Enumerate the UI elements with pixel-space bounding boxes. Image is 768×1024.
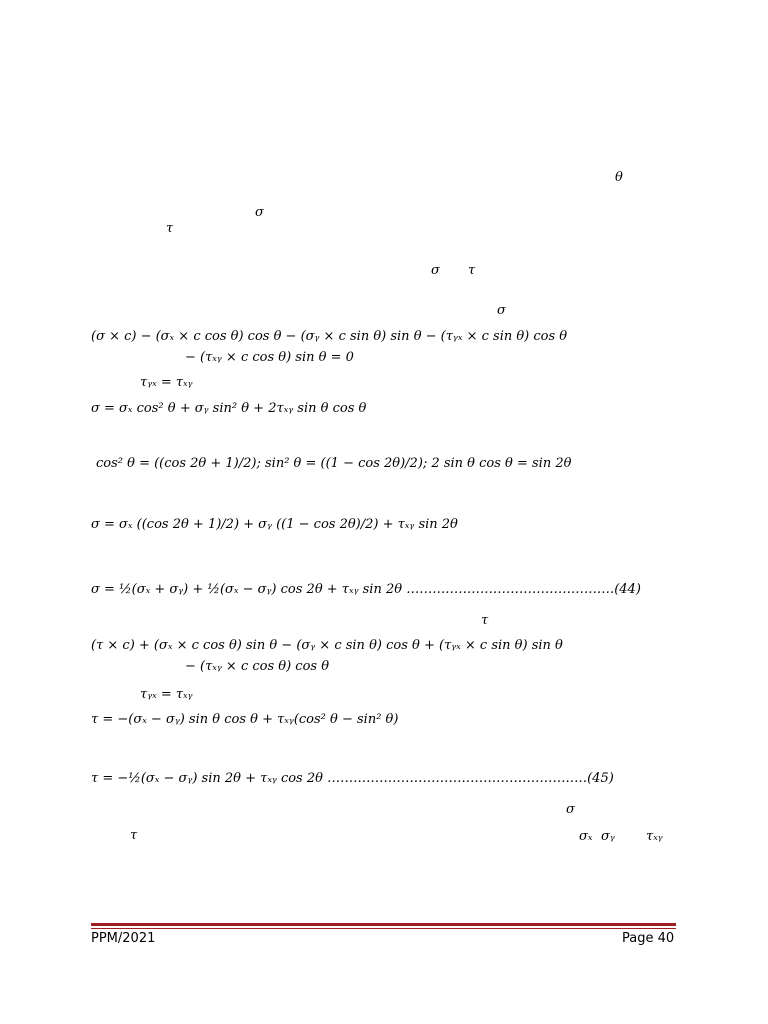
- equation-44: σ = ½(σₓ + σᵧ) + ½(σₓ − σᵧ) cos 2θ + τₓᵧ sin 2θ …………………………………………(44): [91, 582, 641, 597]
- equation-tau-balance-line-1: (τ × c) + (σₓ × c cos θ) sin θ − (σᵧ × c sin θ) cos θ + (τᵧₓ × c sin θ) sin θ: [91, 638, 563, 653]
- equation-tau-symmetry-2: τᵧₓ = τₓᵧ: [140, 687, 193, 702]
- equation-sigma-expanded: σ = σₓ cos² θ + σᵧ sin² θ + 2τₓᵧ sin θ cos θ: [91, 401, 367, 416]
- symbol-sigma: σ: [497, 303, 506, 318]
- symbol-tau: τ: [166, 221, 174, 236]
- symbol-sigma: σ: [431, 263, 440, 278]
- equation-tau-balance-line-2: − (τₓᵧ × c cos θ) cos θ: [185, 659, 330, 674]
- symbol-sigma-x: σₓ: [579, 829, 593, 844]
- symbol-sigma: σ: [566, 802, 575, 817]
- symbol-tau: τ: [481, 613, 489, 628]
- equation-sigma-balance-line-1: (σ × c) − (σₓ × c cos θ) cos θ − (σᵧ × c sin θ) sin θ − (τᵧₓ × c sin θ) cos θ: [91, 329, 568, 344]
- symbol-theta: θ: [615, 170, 623, 185]
- footer-left-label: PPM/2021: [91, 931, 156, 946]
- symbol-sigma: σ: [255, 205, 264, 220]
- symbol-tau: τ: [130, 828, 138, 843]
- equation-45: τ = −½(σₓ − σᵧ) sin 2θ + τₓᵧ cos 2θ ……………………………………………………(45): [91, 771, 614, 786]
- equation-sigma-double-angle: σ = σₓ ((cos 2θ + 1)/2) + σᵧ ((1 − cos 2θ)/2) + τₓᵧ sin 2θ: [91, 517, 458, 532]
- footer-page-number: Page 40: [622, 931, 675, 946]
- equation-tau-expanded: τ = −(σₓ − σᵧ) sin θ cos θ + τₓᵧ(cos² θ − sin² θ): [91, 712, 399, 727]
- symbol-sigma-y: σᵧ: [601, 829, 615, 844]
- footer-rule-thin: [91, 928, 676, 929]
- equation-sigma-balance-line-2: − (τₓᵧ × c cos θ) sin θ = 0: [185, 350, 354, 365]
- symbol-tau-xy: τₓᵧ: [646, 829, 663, 844]
- equation-trig-identities: cos² θ = ((cos 2θ + 1)/2); sin² θ = ((1 − cos 2θ)/2); 2 sin θ cos θ = sin 2θ: [96, 456, 572, 471]
- footer-rule-thick: [91, 923, 676, 926]
- equation-tau-symmetry: τᵧₓ = τₓᵧ: [140, 375, 193, 390]
- symbol-tau: τ: [468, 263, 476, 278]
